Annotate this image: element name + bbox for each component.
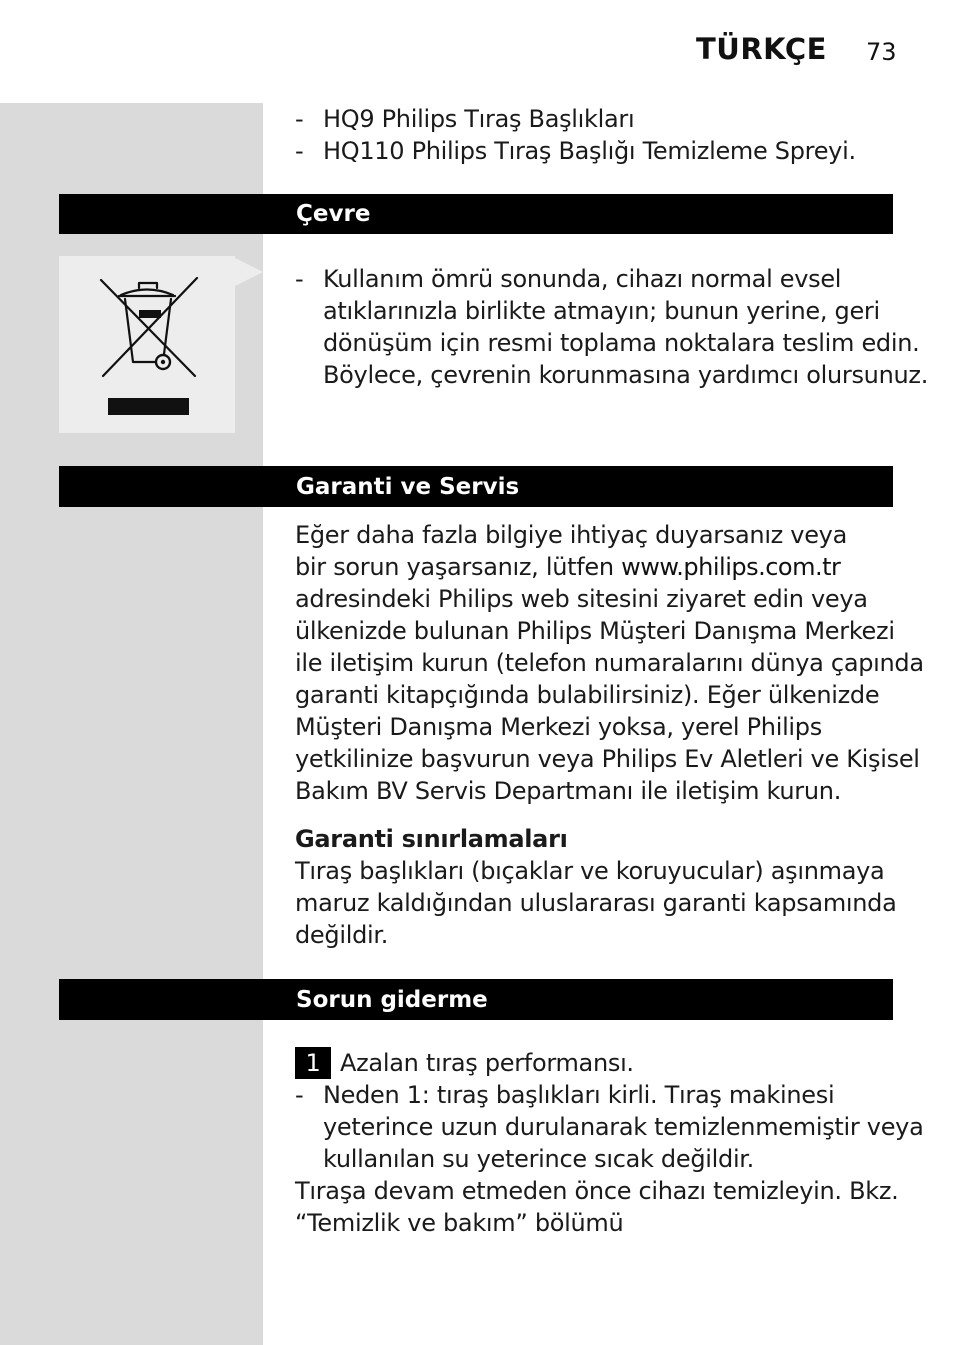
crossed-out-wheelie-bin-icon — [59, 256, 235, 433]
environment-text — [295, 263, 928, 391]
list-item: - HQ110 Philips Tıraş Başlığı Temizleme Spreyi. — [295, 137, 856, 165]
section-heading-environment: Çevre — [59, 194, 893, 234]
troubleshooting-text: 1 Azalan tıraş performansı. - Neden 1: tıraş başlıkları kirli. Tıraş makinesi yeterince uzun durulanarak temizlenmemiştir veya kullanılan su yeterince sıcak değildir. Tıraşa devam etmeden önce cihazı temizleyin. Bkz. “Temizlik ve bakım” bölümü — [295, 1049, 924, 1237]
language-header: TÜRKÇE — [696, 32, 827, 66]
page-number: 73 — [866, 38, 897, 66]
step-number-badge: 1 — [295, 1047, 331, 1079]
recycling-icon-panel — [59, 256, 235, 433]
accessories-list — [295, 103, 856, 167]
philips-website-link[interactable]: www.philips.com.tr — [621, 553, 841, 581]
list-item: - Neden 1: tıraş başlıkları kirli. Tıraş makinesi yeterince uzun durulanarak temizlenmemiştir veya kullanılan su yeterince sıcak değildir. — [295, 1081, 924, 1173]
list-item: - Kullanım ömrü sonunda, cihazı normal evsel atıklarınızla birlikte atmayın; bunun yerine, geri dönüşüm için resmi toplama noktalara teslim edin. Böylece, çevrenin korunmasına yardımcı olursunuz. — [295, 265, 929, 389]
subheading-guarantee-restrictions: Garanti sınırlamaları — [295, 825, 568, 853]
step-heading: 1 Azalan tıraş performansı. — [295, 1047, 923, 1079]
list-item: - HQ9 Philips Tıraş Başlıkları — [295, 105, 635, 133]
callout-pointer — [235, 258, 263, 286]
section-heading-troubleshooting: Sorun giderme — [59, 979, 893, 1020]
section-heading-guarantee: Garanti ve Servis — [59, 466, 893, 507]
guarantee-text: Eğer daha fazla bilgiye ihtiyaç duyarsanız veya bir sorun yaşarsanız, lütfen www.philips.com.tr adresindeki Philips web sitesini ziyaret edin veya ülkenizde bulunan Philips Müşteri Danışma Merkezi ile iletişim kurun (telefon numaralarını dünya çapında garanti kitapçığında bulabilirsiniz). Eğer ülkenizde Müşteri Danışma Merkezi yoksa, yerel Philips yetkilinize başvurun veya Philips Ev Aletleri ve Kişisel Bakım BV Servis Departmanı ile iletişim kurun. — [295, 521, 924, 805]
guarantee-restrictions: Garanti sınırlamaları Tıraş başlıkları (bıçaklar ve koruyucular) aşınmaya maruz kaldığından uluslararası garanti kapsamında değildir. — [295, 825, 897, 949]
